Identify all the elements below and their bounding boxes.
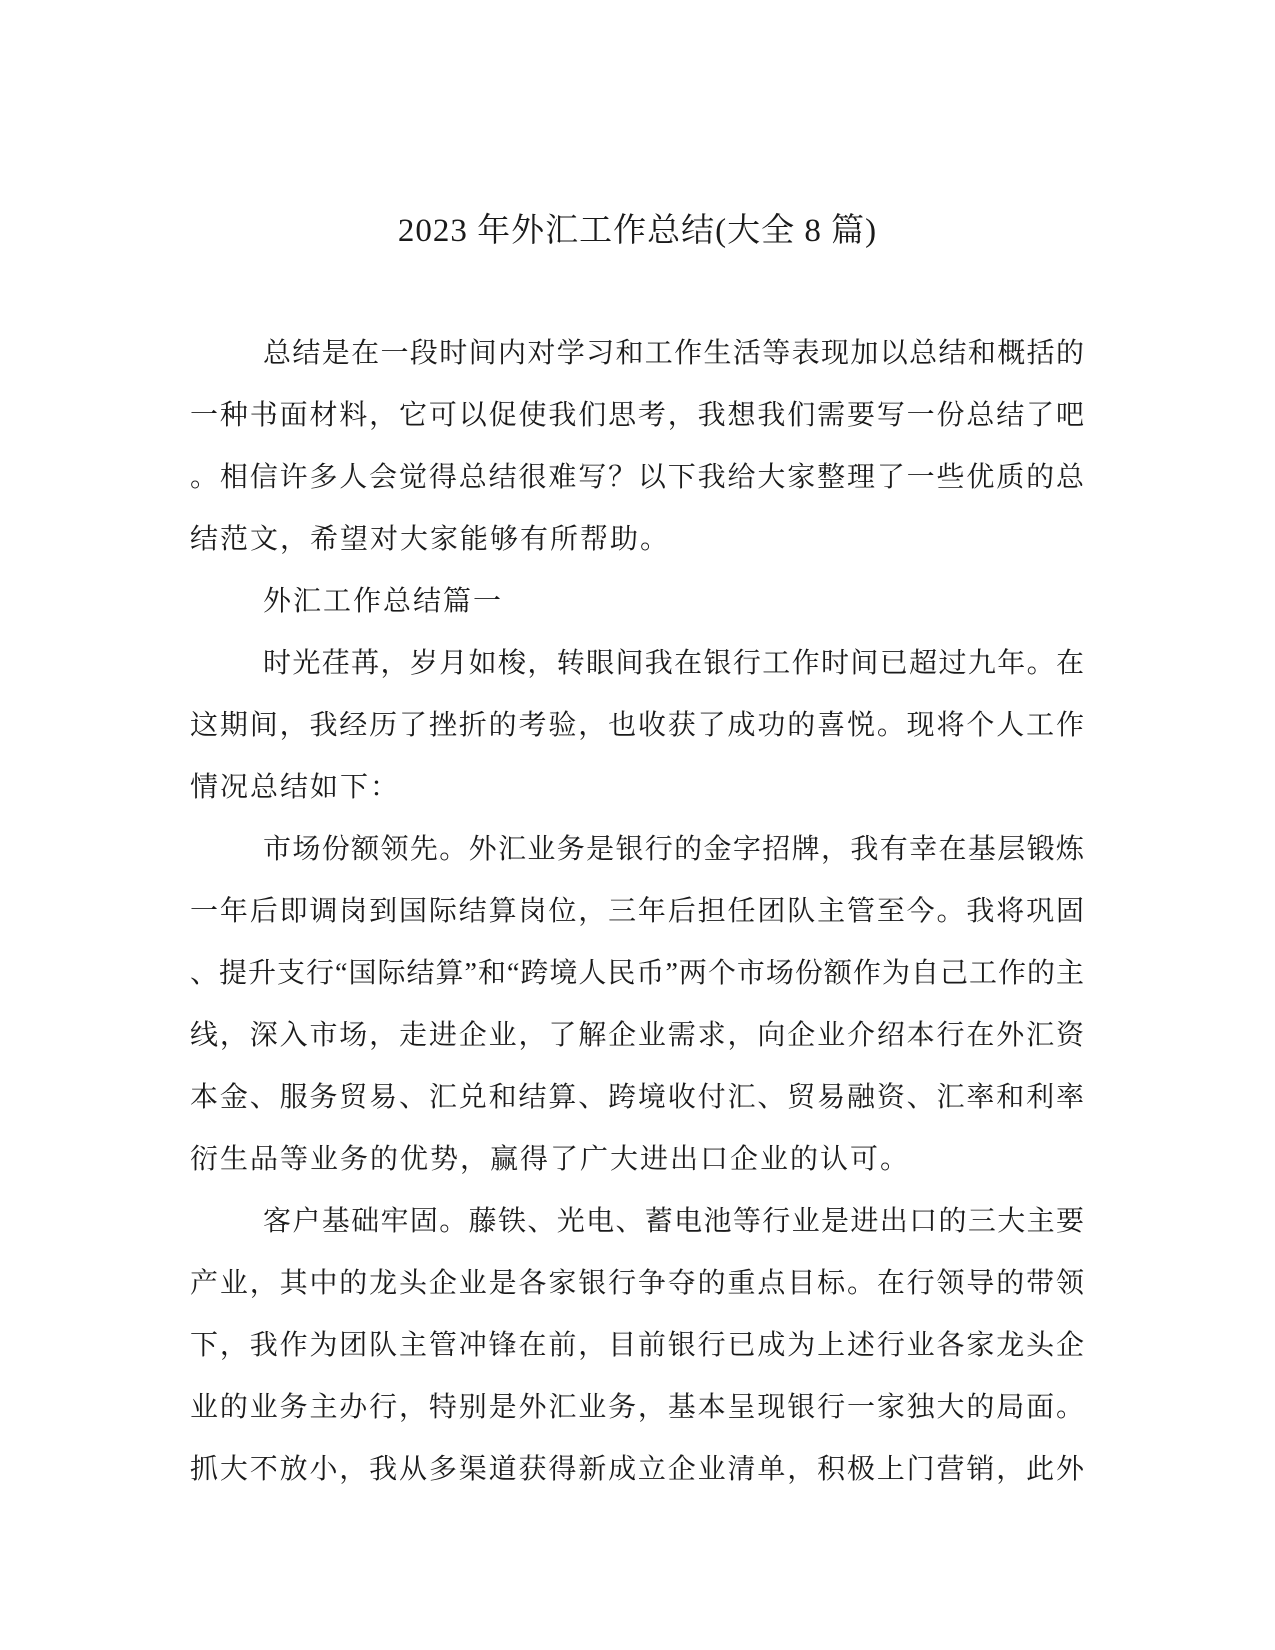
- document-title: 2023 年外汇工作总结(大全 8 篇): [397, 213, 878, 249]
- text-line: 这期间，我经历了挫折的考验，也收获了成功的喜悦。现将个人工作: [190, 710, 1085, 741]
- text-line: 总结是在一段时间内对学习和工作生活等表现加以总结和概括的: [263, 338, 1085, 369]
- text-line: 外汇工作总结篇一: [263, 586, 504, 617]
- text-line: 客户基础牢固。藤铁、光电、蓄电池等行业是进出口的三大主要: [263, 1206, 1085, 1237]
- text-line: 结范文，希望对大家能够有所帮助。: [190, 524, 671, 555]
- text-line: 抓大不放小，我从多渠道获得新成立企业清单，积极上门营销，此外: [190, 1454, 1085, 1485]
- text-line: 、提升支行“国际结算”和“跨境人民币”两个市场份额作为自己工作的主: [190, 958, 1085, 989]
- text-line: 情况总结如下：: [190, 772, 401, 803]
- text-line: 业的业务主办行，特别是外汇业务，基本呈现银行一家独大的局面。: [190, 1392, 1085, 1423]
- text-line: 衍生品等业务的优势，赢得了广大进出口企业的认可。: [190, 1144, 911, 1175]
- text-line: 一种书面材料，它可以促使我们思考，我想我们需要写一份总结了吧: [190, 400, 1085, 431]
- text-line: 产业，其中的龙头企业是各家银行争夺的重点目标。在行领导的带领: [190, 1268, 1085, 1299]
- text-line: 市场份额领先。外汇业务是银行的金字招牌，我有幸在基层锻炼: [263, 834, 1085, 865]
- text-line: 时光荏苒，岁月如梭，转眼间我在银行工作时间已超过九年。在: [263, 648, 1085, 679]
- text-line: 线，深入市场，走进企业，了解企业需求，向企业介绍本行在外汇资: [190, 1020, 1085, 1051]
- text-line: 一年后即调岗到国际结算岗位，三年后担任团队主管至今。我将巩固: [190, 896, 1085, 927]
- text-line: 本金、服务贸易、汇兑和结算、跨境收付汇、贸易融资、汇率和利率: [190, 1082, 1085, 1113]
- text-line: 。相信许多人会觉得总结很难写？以下我给大家整理了一些优质的总: [190, 462, 1085, 493]
- text-line: 下，我作为团队主管冲锋在前，目前银行已成为上述行业各家龙头企: [190, 1330, 1085, 1361]
- text-body: [190, 323, 1085, 1501]
